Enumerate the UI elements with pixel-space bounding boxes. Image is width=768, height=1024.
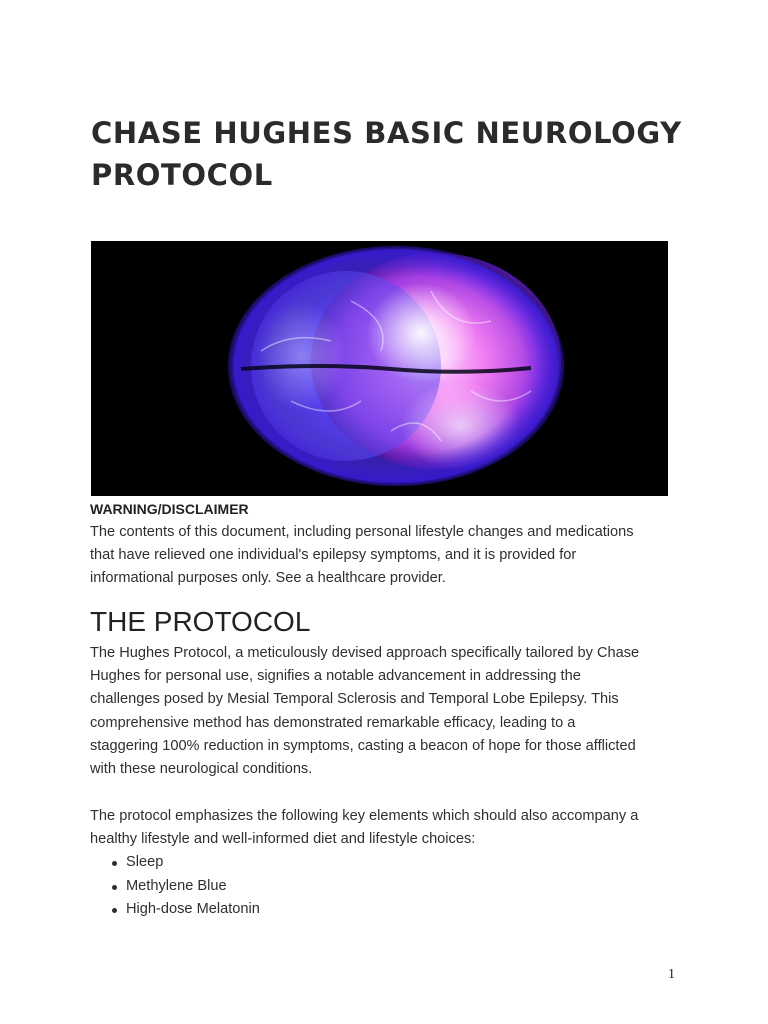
- text-line: The protocol emphasizes the following key elements which should also accompany a: [90, 808, 639, 824]
- list-item: High-dose Melatonin: [126, 898, 260, 922]
- document-title: [91, 112, 711, 196]
- protocol-paragraph: [90, 805, 680, 851]
- text-line: The Hughes Protocol, a meticulously devised approach specifically tailored by Chase: [90, 645, 640, 661]
- text-line: challenges posed by Mesial Temporal Sclerosis and Temporal Lobe Epilepsy. This: [90, 691, 619, 708]
- brain-scan-image: [91, 241, 668, 496]
- text-line: comprehensive method has demonstrated remarkable efficacy, leading to a: [90, 714, 576, 731]
- text-line: healthy lifestyle and well-informed diet and lifestyle choices:: [90, 831, 476, 848]
- text-line: informational purposes only. See a healthcare provider.: [90, 570, 446, 587]
- disclaimer-heading: WARNING/DISCLAIMER: [90, 501, 249, 517]
- title-line: PROTOCOL: [91, 158, 273, 192]
- section-heading-protocol: THE PROTOCOL: [90, 606, 311, 637]
- disclaimer-text: [90, 521, 680, 591]
- text-line: that have relieved one individual's epilepsy symptoms, and it is provided for: [90, 547, 577, 564]
- list-item: Methylene Blue: [126, 875, 260, 899]
- text-line: Hughes for personal use, signifies a notable advancement in addressing the: [90, 668, 581, 685]
- text-line: The contents of this document, including personal lifestyle changes and medications: [90, 524, 634, 540]
- text-line: staggering 100% reduction in symptoms, casting a beacon of hope for those afflicted: [90, 737, 636, 754]
- list-item: Sleep: [126, 851, 260, 875]
- protocol-paragraph: [90, 642, 680, 781]
- page-number: 1: [668, 967, 675, 982]
- key-elements-list: [126, 851, 260, 922]
- text-line: with these neurological conditions.: [90, 761, 313, 778]
- title-line: CHASE HUGHES BASIC NEUROLOGY: [91, 116, 682, 150]
